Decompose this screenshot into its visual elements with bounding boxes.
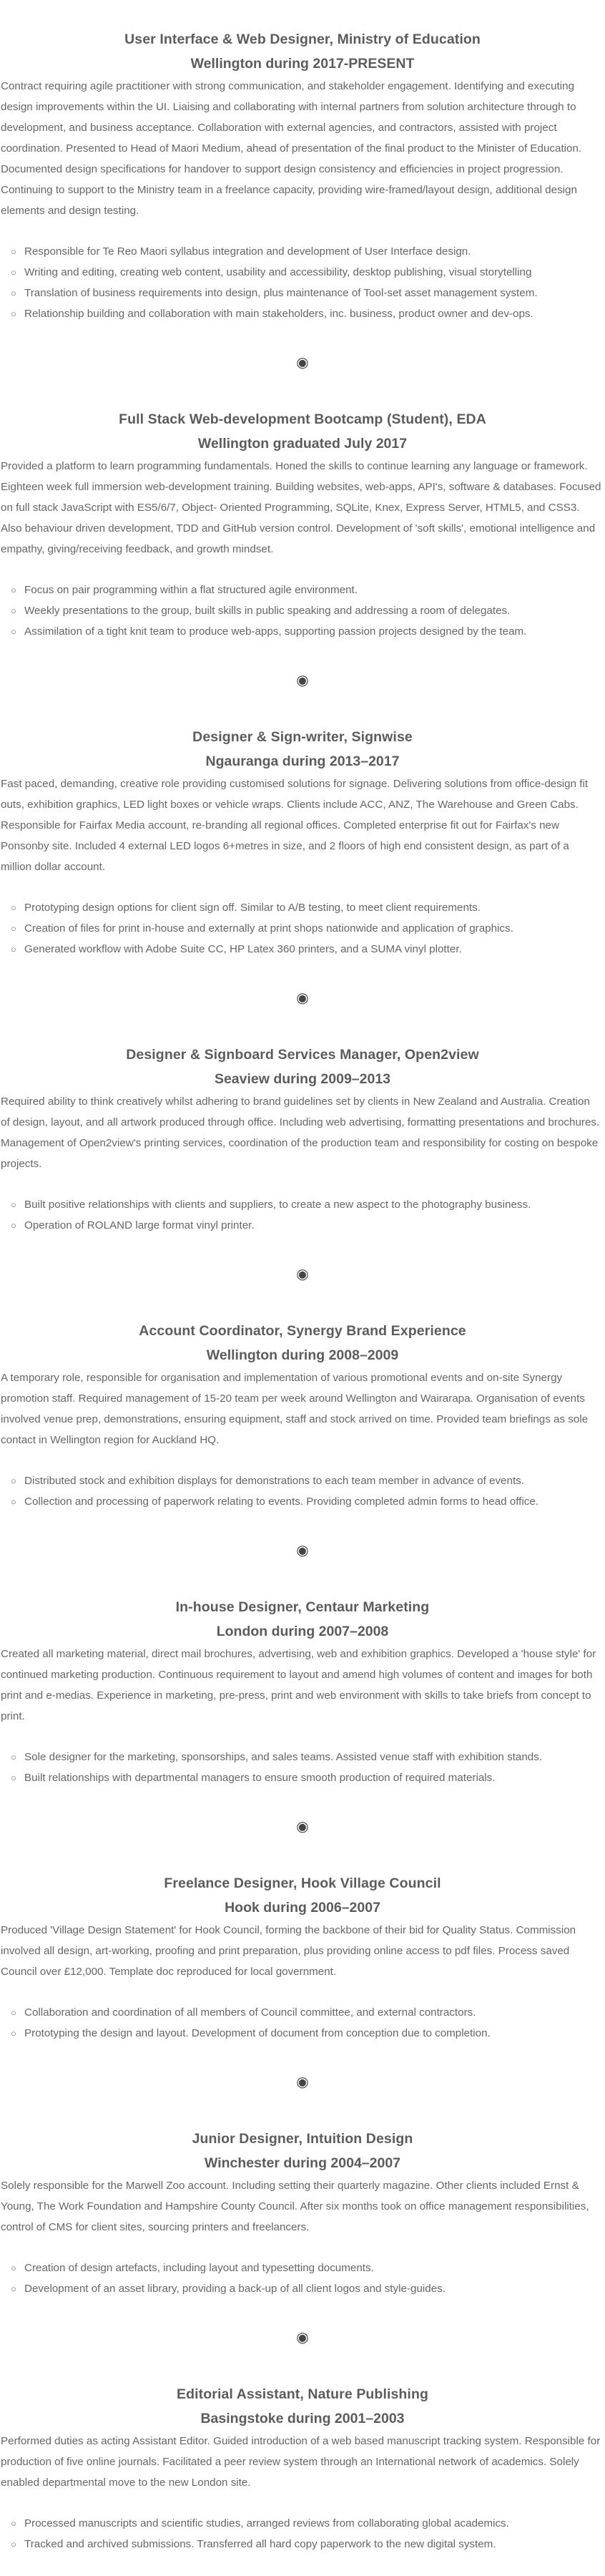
job-bullet-item [11, 2002, 605, 2023]
job-bullet-text: Focus on pair programming within a flat structured agile environment. [24, 584, 358, 596]
job-subtitle: Wellington during 2017-PRESENT [190, 56, 415, 72]
job-title: Full Stack Web-development Bootcamp (Student), EDA [119, 411, 486, 427]
job-entry [0, 1292, 605, 1533]
circle-bullet-icon: ○ [11, 1752, 16, 1762]
job-bullet-text: Collection and processing of paperwork relating to events. Providing completed admin forms to head office. [24, 1496, 538, 1508]
circle-bullet-icon: ○ [11, 2028, 16, 2039]
job-subtitle: Winchester during 2004–2007 [204, 2155, 401, 2171]
circle-bullet-icon: ○ [11, 288, 16, 298]
bullseye-icon: ◉ [296, 990, 309, 1006]
circle-bullet-icon: ○ [11, 2518, 16, 2529]
section-separator [0, 1810, 605, 1844]
job-bullet-text: Sole designer for the marketing, sponsorships, and sales teams. Assisted venue staff with exhibition stands. [24, 1751, 543, 1763]
circle-bullet-icon: ○ [11, 2007, 16, 2018]
section-separator [0, 663, 605, 698]
job-subtitle: Wellington graduated July 2017 [197, 436, 408, 452]
job-bullet-text: Operation of ROLAND large format vinyl printer. [24, 1219, 255, 1231]
job-bullet-item [11, 580, 605, 600]
job-title: Junior Designer, Intuition Design [192, 2131, 413, 2147]
job-bullet-text: Built relationships with departmental managers to ensure smooth production of required materials. [24, 1772, 496, 1784]
circle-bullet-icon: ○ [11, 1772, 16, 1783]
job-entry [0, 1015, 605, 1257]
job-bullet-item [11, 1767, 605, 1788]
job-bullet-list [0, 2002, 605, 2044]
job-entry [0, 380, 605, 663]
job-bullet-text: Tracked and archived submissions. Transferred all hard copy paperwork to the new digital system. [24, 2538, 496, 2550]
bullseye-icon: ◉ [296, 2330, 309, 2346]
bullseye-icon: ◉ [296, 355, 309, 371]
job-subtitle: London during 2007–2008 [216, 1624, 389, 1639]
job-subtitle: Wellington during 2008–2009 [206, 1347, 399, 1363]
job-bullet-item [11, 283, 605, 303]
job-bullet-item [11, 1194, 605, 1215]
job-subtitle: Hook during 2006–2007 [225, 1900, 380, 1916]
job-title: Designer & Signboard Services Manager, Open2view [126, 1047, 479, 1063]
job-bullet-text: Creation of design artefacts, including layout and typesetting documents. [24, 2262, 374, 2274]
job-bullet-list [0, 2513, 605, 2555]
section-separator [0, 1533, 605, 1568]
job-description: Produced 'Village Design Statement' for Hook Council, forming the backbone of their bid for Quality Status. Commission involved all design, art-working, proofing and print preparation, plus providing online access to pdf files. Process saved Council over £12,000. Template doc reproduced for local government. [1, 1924, 576, 1978]
job-bullet-text: Processed manuscripts and scientific studies, arranged reviews from collaborating global academics. [24, 2517, 509, 2529]
job-bullet-text: Built positive relationships with clients and suppliers, to create a new aspect to the photography business. [24, 1199, 531, 1211]
job-bullet-item [11, 600, 605, 621]
job-entry [0, 698, 605, 981]
job-title: Freelance Designer, Hook Village Council [164, 1875, 441, 1891]
job-bullet-item [11, 2023, 605, 2044]
circle-bullet-icon: ○ [11, 2263, 16, 2273]
job-bullet-item [11, 621, 605, 642]
job-entry [0, 1844, 605, 2065]
job-bullet-text: Prototyping design options for client sign off. Similar to A/B testing, to meet client requirements. [24, 902, 481, 914]
bullseye-icon: ◉ [296, 1543, 309, 1558]
job-bullet-item [11, 1470, 605, 1491]
job-bullet-item [11, 2513, 605, 2534]
job-bullet-item [11, 1491, 605, 1512]
job-title: In-house Designer, Centaur Marketing [175, 1599, 430, 1615]
job-subtitle: Ngauranga during 2013–2017 [205, 753, 400, 769]
job-entry [0, 2355, 605, 2576]
job-bullet-text: Writing and editing, creating web content, usability and accessibility, desktop publishing, visual storytelling [24, 266, 532, 278]
section-separator [0, 346, 605, 380]
job-bullet-item [11, 303, 605, 324]
section-separator [0, 2321, 605, 2355]
job-subtitle: Basingstoke during 2001–2003 [200, 2411, 405, 2426]
job-description: Provided a platform to learn programming fundamentals. Honed the skills to continue learning any language or framework. Eighteen week full immersion web-development training. Building websites, web-apps, API's, software & databases. Focused on full stack JavaScript with ES5/6/7, Object- Oriented Programming, SQLite, Knex, Express Server, HTML5, and CSS3. Also behaviour driven development, TDD and GitHub version control. Development of 'soft skills', emotional intelligence and empathy, giving/receiving feedback, and growth mindset. [1, 460, 601, 555]
job-description: Performed duties as acting Assistant Editor. Guided introduction of a web based manuscript tracking system. Responsible for production of five online journals. Facilitated a peer review system through an International network of academics. Solely enabled departmental move to the new London site. [1, 2435, 601, 2489]
circle-bullet-icon: ○ [11, 585, 16, 595]
job-bullet-item [11, 939, 605, 960]
job-bullet-list [0, 897, 605, 960]
job-description: Required ability to think creatively whilst adhering to brand guidelines set by clients in New Zealand and Australia. Creation of design, layout, and all artwork produced through office. Including web advertising, formatting presentations and brochures. Management of Open2view's printing services, coordination of the production team and responsibility for costing on bespoke projects. [1, 1096, 600, 1170]
job-description: Solely responsible for the Marwell Zoo account. Including setting their quarterly magazine. Other clients included Ernst & Young, The Work Foundation and Hampshire County Council. After six months took on office management responsibilities, control of CMS for client sites, sourcing printers and freelancers. [1, 2180, 589, 2233]
section-separator [0, 1257, 605, 1292]
circle-bullet-icon: ○ [11, 1199, 16, 1210]
job-description: Created all marketing material, direct mail brochures, advertising, web and exhibition graphics. Developed a 'house style' for continued marketing production. Continuous requirement to layout and amend high volumes of content and images for both print and e-medias. Experience in marketing, pre-press, print and web environment with skills to take briefs from concept to print. [1, 1648, 596, 1722]
job-bullet-text: Creation of files for print in-house and externally at print shops nationwide and application of graphics. [24, 922, 513, 935]
job-description: A temporary role, responsible for organisation and implementation of various promotional events and on-site Synergy promotion staff. Required management of 15-20 team per week around Wellington and Wairarapa. Organisation of events involved venue prep, demonstrations, ensuring equipment, staff and stock arrived on time. Provided team briefings as sole contact in Wellington region for Auckland HQ. [1, 1372, 589, 1446]
circle-bullet-icon: ○ [11, 944, 16, 955]
job-title: Designer & Sign-writer, Signwise [192, 729, 413, 745]
job-bullet-text: Distributed stock and exhibition displays for demonstrations to each team member in advance of events. [24, 1475, 524, 1487]
circle-bullet-icon: ○ [11, 1496, 16, 1507]
job-entry [0, 0, 605, 346]
job-bullet-text: Prototyping the design and layout. Development of document from conception due to completion. [24, 2027, 491, 2039]
job-entry [0, 2099, 605, 2321]
job-bullet-item [11, 897, 605, 918]
circle-bullet-icon: ○ [11, 267, 16, 278]
job-description: Contract requiring agile practitioner with strong communication, and stakeholder engagement. Identifying and executing design improvements within the UI. Liaising and collaborating with internal partners from solution architecture through to development, and business acceptance. Collaboration with external agencies, and contractors, assisted with project coordination. Presented to Head of Maori Medium, ahead of presentation of the final product to the Minister of Education. Documented design specifications for handover to support design consistency and efficiencies in project progression. Continuing to support to the Ministry team in a freelance capacity, providing wire-framed/layout design, additional design elements and design testing. [1, 80, 582, 217]
circle-bullet-icon: ○ [11, 605, 16, 616]
job-bullet-list [0, 1747, 605, 1788]
job-bullet-text: Development of an asset library, providing a back-up of all client logos and style-guides. [24, 2283, 446, 2295]
section-separator [0, 981, 605, 1015]
job-description: Fast paced, demanding, creative role providing customised solutions for signage. Delivering solutions from office-design fit outs, exhibition graphics, LED light boxes or vehicle wraps. Clients include ACC, ANZ, The Warehouse and Green Cabs. Responsible for Fairfax Media account, re-branding all regional offices. Completed enterprise fit out for Fairfax's new Ponsonby site. Included 4 external LED logos 6+metres in size, and 2 floors of high end consistent design, as part of a million dollar account. [1, 778, 589, 873]
job-bullet-item [11, 1747, 605, 1767]
job-bullet-item [11, 2278, 605, 2299]
bullseye-icon: ◉ [296, 1819, 309, 1835]
bullseye-icon: ◉ [296, 1267, 309, 1282]
job-bullet-list [0, 2258, 605, 2299]
job-bullet-text: Translation of business requirements into design, plus maintenance of Tool-set asset management system. [24, 287, 538, 299]
job-bullet-text: Collaboration and coordination of all members of Council committee, and external contractors. [24, 2006, 476, 2019]
job-bullet-text: Assimilation of a tight knit team to produce web-apps, supporting passion projects designed by the team. [24, 625, 527, 638]
job-bullet-item [11, 2258, 605, 2278]
circle-bullet-icon: ○ [11, 2539, 16, 2550]
job-bullet-item [11, 262, 605, 283]
job-bullet-text: Generated workflow with Adobe Suite CC, HP Latex 360 printers, and a SUMA vinyl plotter. [24, 943, 462, 955]
circle-bullet-icon: ○ [11, 1475, 16, 1486]
bullseye-icon: ◉ [296, 2074, 309, 2090]
job-bullet-item [11, 1215, 605, 1236]
section-separator [0, 2065, 605, 2099]
job-entry [0, 1568, 605, 1810]
circle-bullet-icon: ○ [11, 2283, 16, 2294]
job-bullet-text: Weekly presentations to the group, built skills in public speaking and addressing a room of delegates. [24, 605, 511, 617]
job-bullet-list [0, 580, 605, 642]
circle-bullet-icon: ○ [11, 308, 16, 319]
job-title: Editorial Assistant, Nature Publishing [177, 2386, 428, 2402]
job-bullet-item [11, 918, 605, 939]
circle-bullet-icon: ○ [11, 1220, 16, 1231]
circle-bullet-icon: ○ [11, 626, 16, 637]
job-bullet-item [11, 2534, 605, 2555]
job-bullet-item [11, 241, 605, 262]
job-bullet-text: Relationship building and collaboration with main stakeholders, inc. business, product owner and dev-ops. [24, 308, 533, 320]
bullseye-icon: ◉ [296, 673, 309, 688]
circle-bullet-icon: ○ [11, 246, 16, 257]
circle-bullet-icon: ○ [11, 923, 16, 934]
circle-bullet-icon: ○ [11, 902, 16, 913]
job-subtitle: Seaview during 2009–2013 [214, 1071, 391, 1087]
job-bullet-list [0, 1470, 605, 1512]
job-bullet-text: Responsible for Te Reo Maori syllabus integration and development of User Interface design. [24, 245, 471, 258]
job-bullet-list [0, 241, 605, 324]
job-bullet-list [0, 1194, 605, 1236]
job-title: Account Coordinator, Synergy Brand Experience [139, 1323, 466, 1339]
job-title: User Interface & Web Designer, Ministry of Education [124, 31, 481, 47]
